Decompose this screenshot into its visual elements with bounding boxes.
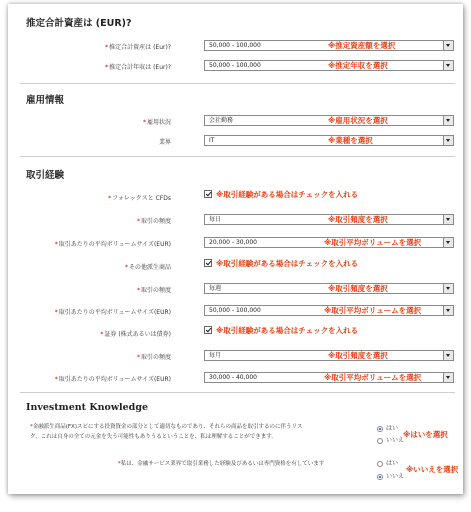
q1-no-radio[interactable]: いいえ xyxy=(377,435,404,444)
q1-yes-radio[interactable]: はい xyxy=(377,423,398,432)
chevron-down-icon xyxy=(443,238,453,247)
forex-checkbox[interactable] xyxy=(204,190,212,198)
derivatives-frequency-select[interactable]: 毎週 xyxy=(204,283,454,294)
forex-volume-annotation: ※取引平均ボリュームを選択 xyxy=(324,238,422,247)
chevron-down-icon xyxy=(443,306,453,315)
derivatives-checkbox[interactable] xyxy=(204,259,212,267)
section-divider xyxy=(20,392,455,393)
registration-form-panel xyxy=(8,4,463,494)
forex-frequency-select[interactable]: 毎日 xyxy=(204,214,454,225)
industry-select[interactable]: IT xyxy=(204,135,454,146)
radio-icon xyxy=(377,461,383,467)
radio-selected-icon xyxy=(377,426,383,432)
estimated-assets-annotation: ※推定資産額を選択 xyxy=(328,41,396,50)
q1-annotation: ※はいを選択 xyxy=(403,430,448,439)
estimated-income-annotation: ※推定年収を選択 xyxy=(328,61,388,70)
chevron-down-icon xyxy=(443,136,453,145)
derivatives-volume-label: *取引あたりの平均ボリュームサイズ(EUR) xyxy=(54,309,171,316)
forex-frequency-label: *取引の頻度 xyxy=(136,218,171,225)
derivatives-volume-annotation: ※取引平均ボリュームを選択 xyxy=(324,306,422,315)
section-title-employment: 雇用情報 xyxy=(26,95,65,106)
section-title-knowledge: Investment Knowledge xyxy=(26,402,149,413)
estimated-assets-label: *推定合計資産は (Eur)? xyxy=(105,44,171,51)
chevron-down-icon xyxy=(443,41,453,50)
securities-check-label: *証券 (株式あるいは債券) xyxy=(100,331,171,338)
securities-volume-label: *取引あたりの平均ボリュームサイズ(EUR) xyxy=(54,376,171,383)
radio-selected-icon xyxy=(377,474,383,480)
q2-no-radio[interactable]: いいえ xyxy=(377,471,404,480)
securities-frequency-select[interactable]: 毎月 xyxy=(204,350,454,361)
employment-status-annotation: ※雇用状況を選択 xyxy=(328,116,388,125)
required-mark: * xyxy=(105,44,109,51)
forex-check-annotation: ※取引経験がある場合はチェックを入れる xyxy=(216,190,359,199)
derivatives-check-label: *その他派生商品 xyxy=(124,264,171,271)
chevron-down-icon xyxy=(443,373,453,382)
estimated-assets-select[interactable]: 50,000 - 100,000 xyxy=(204,40,454,51)
securities-checkbox[interactable] xyxy=(204,326,212,334)
chevron-down-icon xyxy=(443,215,453,224)
knowledge-question-2: *私は、金融サービス業界で取引業務した経験及びあるいは専門資格を有しています xyxy=(118,461,325,467)
securities-volume-annotation: ※取引平均ボリュームを選択 xyxy=(324,373,422,382)
securities-check-annotation: ※取引経験がある場合はチェックを入れる xyxy=(216,326,359,335)
employment-status-label: *雇用状況 xyxy=(142,119,171,126)
forex-frequency-annotation: ※取引頻度を選択 xyxy=(328,215,388,224)
section-divider xyxy=(20,156,455,157)
derivatives-frequency-annotation: ※取引頻度を選択 xyxy=(328,284,388,293)
chevron-down-icon xyxy=(443,351,453,360)
derivatives-check-annotation: ※取引経験がある場合はチェックを入れる xyxy=(216,259,359,268)
estimated-income-select[interactable]: 50,000 - 100,000 xyxy=(204,60,454,71)
forex-volume-select[interactable]: 20,000 - 30,000 xyxy=(204,237,454,248)
section-title-trading: 取引経験 xyxy=(26,170,65,181)
section-title-assets: 推定合計資産は (EUR)? xyxy=(26,18,132,29)
estimated-income-label: *推定合計年収は (Eur)? xyxy=(105,64,171,71)
securities-frequency-label: *取引の頻度 xyxy=(136,354,171,361)
chevron-down-icon xyxy=(443,61,453,70)
securities-frequency-annotation: ※取引頻度を選択 xyxy=(328,351,388,360)
employment-status-select[interactable]: 会社勤務 xyxy=(204,115,454,126)
forex-check-label: *フォレックスと CFDs xyxy=(108,195,171,202)
knowledge-question-1: *金融派生商品(FX)スピにする投資資金の部分として適切なものであり、それらの商品を取引するのに伴うリス ク、これは自身の全ての元金を失う可能性もありうるということを、私は理解することができます。 xyxy=(30,424,303,440)
industry-annotation: ※業種を選択 xyxy=(328,136,373,145)
securities-volume-select[interactable]: 30,000 - 40,000 xyxy=(204,372,454,383)
q2-annotation: ※いいえを選択 xyxy=(406,465,459,474)
radio-icon xyxy=(377,438,383,444)
chevron-down-icon xyxy=(443,116,453,125)
forex-volume-label: *取引あたりの平均ボリュームサイズ(EUR) xyxy=(54,241,171,248)
section-divider xyxy=(20,83,455,84)
chevron-down-icon xyxy=(443,284,453,293)
derivatives-volume-select[interactable]: 50,000 - 100,000 xyxy=(204,305,454,316)
industry-label: 業界 xyxy=(158,139,171,146)
derivatives-frequency-label: *取引の頻度 xyxy=(136,287,171,294)
q2-yes-radio[interactable]: はい xyxy=(377,458,398,467)
